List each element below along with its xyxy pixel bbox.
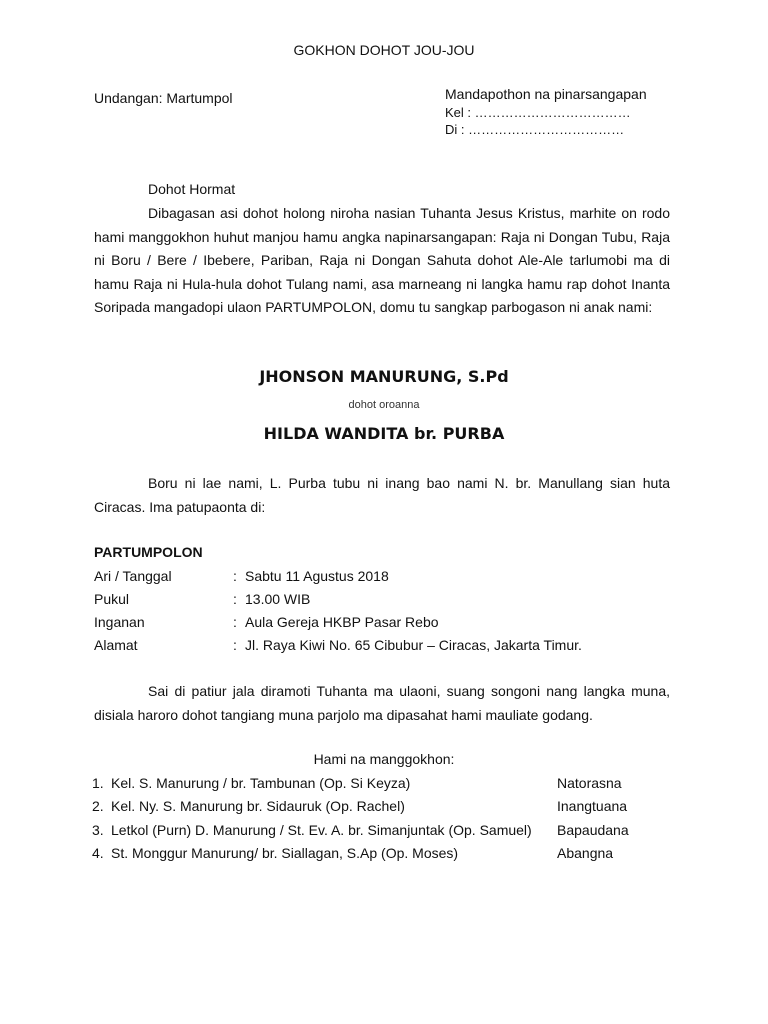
event-label-date: Ari / Tanggal	[94, 568, 172, 584]
event-value-address: Jl. Raya Kiwi No. 65 Cibubur – Ciracas, Jakarta Timur.	[245, 637, 582, 653]
list-item-name: Kel. S. Manurung / br. Tambunan (Op. Si Keyza)	[111, 775, 411, 791]
event-colon: :	[233, 591, 237, 607]
bride-name: HILDA WANDITA br. PURBA	[263, 424, 505, 443]
couple-connector: dohot oroanna	[348, 399, 420, 411]
greeting: Dohot Hormat	[148, 181, 236, 197]
event-value-date: Sabtu 11 Agustus 2018	[245, 568, 389, 584]
event-label-address: Alamat	[94, 637, 138, 653]
invitation-type: Undangan: Martumpol	[94, 90, 233, 106]
list-item-role: Bapaudana	[557, 822, 629, 838]
event-colon: :	[233, 614, 237, 630]
list-item-name: Letkol (Purn) D. Manurung / St. Ev. A. br. Simanjuntak (Op. Samuel)	[111, 822, 532, 838]
event-colon: :	[233, 568, 237, 584]
list-item-number: 1.	[92, 775, 104, 791]
list-item-number: 3.	[92, 822, 104, 838]
list-item-role: Abangna	[557, 845, 614, 861]
event-colon: :	[233, 637, 237, 653]
event-value-time: 13.00 WIB	[245, 591, 311, 607]
list-item-role: Inangtuana	[557, 798, 628, 814]
list-item-number: 4.	[92, 845, 104, 861]
parents-paragraph: Boru ni lae nami, L. Purba tubu ni inang bao nami N. br. Manullang sian huta Ciracas. Ima patupaonta di:	[94, 475, 670, 515]
list-item-number: 2.	[92, 798, 104, 814]
groom-name: JHONSON MANURUNG, S.Pd	[259, 367, 509, 386]
document-title: GOKHON DOHOT JOU-JOU	[293, 42, 475, 58]
recipient-di-line: Di : ………………………………	[445, 122, 625, 137]
list-item-name: Kel. Ny. S. Manurung br. Sidauruk (Op. Rachel)	[111, 798, 405, 814]
list-item-name: St. Monggur Manurung/ br. Siallagan, S.Ap (Op. Moses)	[111, 845, 459, 861]
opening-paragraph: Dibagasan asi dohot holong niroha nasian Tuhanta Jesus Kristus, marhite on rodo hami manggokhon huhut manjou hamu angka napinarsangapan: Raja ni Dongan Tubu, Raja ni Boru / Bere / Ibebere, Pariban, Raja ni Dongan Sahuta dohot Ale-Ale tarlumobi ma di hamu Raja ni Hula-hula dohot Tulang nami, asa marneang ni langka hamu rap dohot Inanta Soripada mangadopi ulaon PARTUMPOLON, domu tu sangkap parbogason ni anak nami:	[94, 205, 670, 316]
event-title: PARTUMPOLON	[94, 544, 203, 560]
event-value-venue: Aula Gereja HKBP Pasar Rebo	[245, 614, 439, 630]
recipient-label: Mandapothon na pinarsangapan	[445, 86, 647, 102]
recipient-kel-line: Kel : ………………………………	[445, 105, 631, 120]
event-label-time: Pukul	[94, 591, 130, 607]
closing-paragraph: Sai di patiur jala diramoti Tuhanta ma ulaoni, suang songoni nang langka muna, disiala haroro dohot tangiang muna parjolo ma dipasahat hami mauliate godang.	[94, 683, 670, 723]
inviters-heading: Hami na manggokhon:	[313, 751, 455, 767]
list-item-role: Natorasna	[557, 775, 622, 791]
event-label-venue: Inganan	[94, 614, 145, 630]
